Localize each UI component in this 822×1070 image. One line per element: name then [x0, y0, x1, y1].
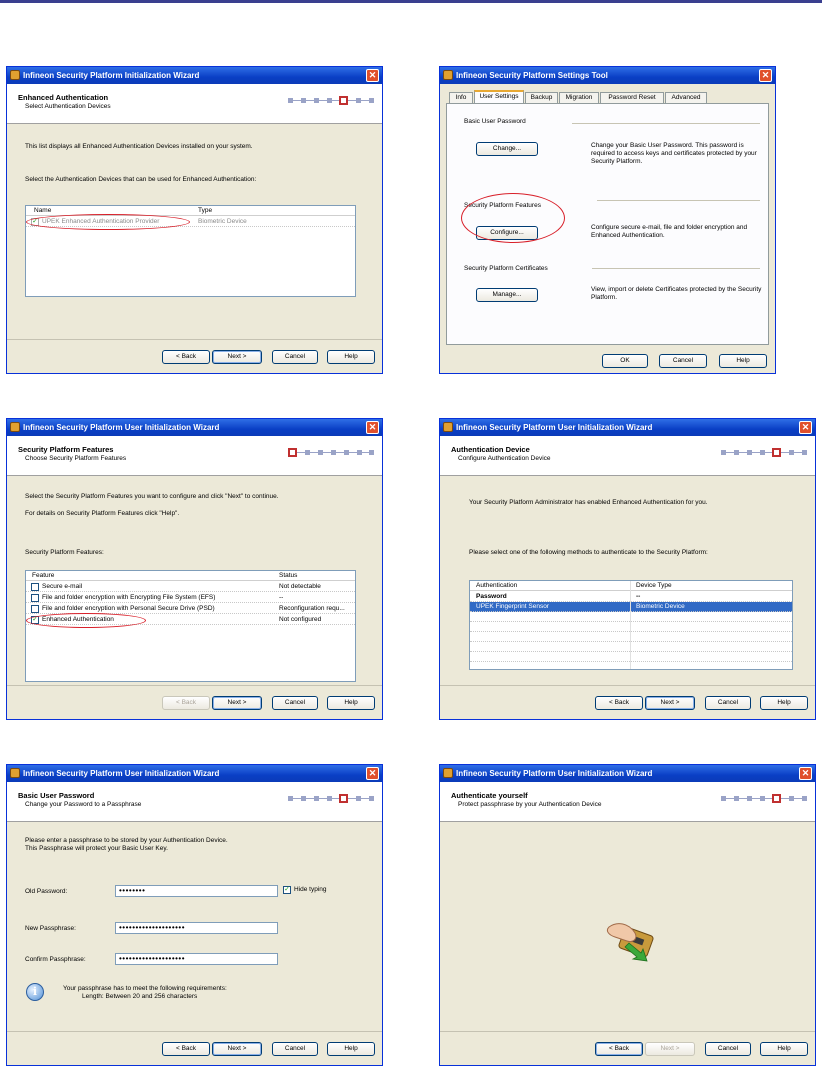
close-button[interactable]: ✕ [799, 421, 812, 434]
new-passphrase-field[interactable]: •••••••••••••••••••• [115, 922, 278, 934]
highlight-circle [26, 613, 146, 628]
empty-row [470, 612, 792, 622]
ok-button[interactable]: OK [602, 354, 648, 368]
tab-advanced[interactable]: Advanced [665, 92, 707, 103]
page-top-rule [0, 0, 822, 3]
next-button[interactable]: Next > [645, 1042, 695, 1056]
features-list[interactable] [25, 570, 356, 682]
list-item[interactable] [470, 592, 792, 602]
wizard-header [440, 436, 815, 476]
cancel-button[interactable]: Cancel [272, 696, 318, 710]
next-button[interactable]: Next > [212, 350, 262, 364]
auth-type: -- [636, 593, 641, 600]
title-bar[interactable] [440, 419, 815, 436]
feature-checkbox[interactable] [31, 583, 39, 591]
tab-user-settings[interactable]: User Settings [474, 90, 524, 104]
passphrase-purpose: This Passphrase will protect your Basic User Key. [25, 845, 168, 852]
next-button[interactable]: Next > [212, 696, 262, 710]
app-icon [443, 422, 453, 432]
wizard-header [7, 84, 382, 124]
empty-row [470, 652, 792, 662]
old-password-label: Old Password: [25, 888, 68, 895]
info-icon: i [26, 983, 44, 1001]
fingerprint-swipe-icon [603, 917, 659, 963]
list-item-selected[interactable] [470, 602, 792, 612]
configure-button[interactable]: Configure... [476, 226, 538, 240]
old-password-field[interactable]: •••••••• [115, 885, 278, 897]
select-method-text: Please select one of the following methods to authenticate to the Security Platform: [469, 549, 708, 556]
col-name: Name [34, 207, 52, 214]
col-type: Type [198, 207, 213, 214]
header-title: Enhanced Authentication [18, 93, 109, 102]
empty-row [470, 632, 792, 642]
auth-type: Biometric Device [636, 603, 685, 610]
button-row [7, 339, 382, 373]
basic-password-wizard-window [6, 764, 383, 1066]
feature-status: Not configured [279, 616, 322, 623]
close-button[interactable]: ✕ [366, 69, 379, 82]
button-row [7, 1031, 382, 1065]
app-icon [10, 70, 20, 80]
configure-description: Configure secure e-mail, file and folder encryption and Enhanced Authentication. [591, 224, 748, 239]
list-item[interactable] [26, 593, 355, 603]
window-title: Infineon Security Platform User Initialization Wizard [456, 769, 653, 778]
feature-status: Reconfiguration requ... [279, 605, 345, 612]
feature-name: File and folder encryption with Personal Secure Drive (PSD) [42, 605, 215, 612]
header-subtitle: Change your Password to a Passphrase [25, 801, 142, 808]
help-button[interactable]: Help [327, 696, 375, 710]
column-divider [630, 581, 631, 670]
tab-migration[interactable]: Migration [559, 92, 599, 103]
section-features-label: Security Platform Features [464, 202, 541, 209]
help-button[interactable]: Help [327, 1042, 375, 1056]
cancel-button[interactable]: Cancel [705, 696, 751, 710]
confirm-passphrase-field[interactable]: •••••••••••••••••••• [115, 953, 278, 965]
instruction-text: Select the Security Platform Features you want to configure and click "Next" to continue. [25, 493, 279, 500]
divider [572, 123, 760, 124]
length-requirement: Length: Between 20 and 256 characters [82, 993, 198, 1000]
back-button[interactable]: < Back [595, 1042, 643, 1056]
title-bar[interactable] [7, 419, 382, 436]
highlight-circle [461, 193, 565, 243]
header-subtitle: Protect passphrase by your Authentication Device [458, 801, 602, 808]
back-button[interactable]: < Back [162, 1042, 210, 1056]
feature-status: Not detectable [279, 583, 321, 590]
back-button[interactable]: < Back [162, 350, 210, 364]
feature-checkbox[interactable] [31, 594, 39, 602]
hide-typing-checkbox[interactable]: ✓ [284, 886, 290, 893]
authenticate-wizard-window [439, 764, 816, 1066]
device-name: UPEK Enhanced Authentication Provider [42, 218, 160, 225]
window-title: Infineon Security Platform Settings Tool [456, 71, 608, 80]
cancel-button[interactable]: Cancel [659, 354, 707, 368]
window-title: Infineon Security Platform Initialization Wizard [23, 71, 200, 80]
help-button[interactable]: Help [719, 354, 767, 368]
settings-tool-window [439, 66, 776, 374]
close-button[interactable]: ✕ [799, 767, 812, 780]
confirm-passphrase-label: Confirm Passphrase: [25, 956, 86, 963]
step-indicator [721, 794, 807, 803]
wizard-body [7, 125, 382, 339]
wizard-body [440, 477, 815, 685]
title-bar[interactable] [440, 765, 815, 782]
section-basic-password-label: Basic User Password [464, 118, 526, 125]
wizard-header [7, 782, 382, 822]
wizard-header [440, 782, 815, 822]
list-header [470, 581, 792, 591]
user-settings-panel [446, 103, 769, 345]
tab-strip [446, 91, 769, 103]
app-icon [10, 422, 20, 432]
close-button[interactable]: ✕ [759, 69, 772, 82]
passphrase-instruction: Please enter a passphrase to be stored by your Authentication Device. [25, 837, 228, 844]
button-row [440, 685, 815, 719]
header-title: Security Platform Features [18, 445, 114, 454]
tab-backup[interactable]: Backup [525, 92, 558, 103]
wizard-body [7, 477, 382, 685]
step-indicator [288, 794, 374, 803]
next-button[interactable]: Next > [212, 1042, 262, 1056]
wizard-body [7, 823, 382, 1031]
feature-checkbox[interactable] [31, 605, 39, 613]
manage-description: View, import or delete Certificates protected by the Security Platform. [591, 286, 762, 301]
header-title: Authentication Device [451, 445, 530, 454]
requirements-text: Your passphrase has to meet the following requirements: [63, 985, 227, 992]
back-button[interactable]: < Back [162, 696, 210, 710]
highlight-circle [26, 214, 190, 230]
help-button[interactable]: Help [760, 696, 808, 710]
empty-row [470, 642, 792, 652]
new-passphrase-label: New Passphrase: [25, 925, 76, 932]
divider [592, 268, 760, 269]
app-icon [10, 768, 20, 778]
header-subtitle: Configure Authentication Device [458, 455, 551, 462]
header-title: Basic User Password [18, 791, 95, 800]
section-certificates-label: Security Platform Certificates [464, 265, 548, 272]
step-indicator [288, 96, 374, 105]
hide-typing-label: Hide typing [294, 886, 327, 893]
intro-text: This list displays all Enhanced Authentication Devices installed on your system. [25, 143, 253, 150]
header-subtitle: Choose Security Platform Features [25, 455, 127, 462]
next-button[interactable]: Next > [645, 696, 695, 710]
feature-name: Secure e-mail [42, 583, 83, 590]
auth-name: UPEK Fingerprint Sensor [476, 603, 549, 610]
admin-notice-text: Your Security Platform Administrator has enabled Enhanced Authentication for you. [469, 499, 708, 506]
help-button[interactable]: Help [760, 1042, 808, 1056]
window-title: Infineon Security Platform User Initialization Wizard [23, 769, 220, 778]
change-description: Change your Basic User Password. This password is required to access keys and certificates protected by your Security Platform. [591, 142, 757, 165]
cancel-button[interactable]: Cancel [272, 350, 318, 364]
features-list-label: Security Platform Features: [25, 549, 104, 556]
title-bar[interactable] [7, 67, 382, 84]
col-device-type: Device Type [636, 582, 672, 589]
step-indicator [721, 448, 807, 457]
window-title: Infineon Security Platform User Initialization Wizard [456, 423, 653, 432]
step-indicator [288, 448, 374, 457]
features-wizard-window [6, 418, 383, 720]
list-header [26, 571, 355, 581]
col-feature: Feature [32, 572, 55, 579]
title-bar[interactable] [7, 765, 382, 782]
auth-method-list[interactable] [469, 580, 793, 670]
button-row [440, 1031, 815, 1065]
close-button[interactable]: ✕ [366, 767, 379, 780]
auth-devices-list[interactable] [25, 205, 356, 297]
window-title: Infineon Security Platform User Initialization Wizard [23, 423, 220, 432]
list-item[interactable] [26, 582, 355, 592]
cancel-button[interactable]: Cancel [272, 1042, 318, 1056]
cancel-button[interactable]: Cancel [705, 1042, 751, 1056]
empty-row [470, 622, 792, 632]
manage-button[interactable]: Manage... [476, 288, 538, 302]
button-row [7, 685, 382, 719]
select-instruction: Select the Authentication Devices that can be used for Enhanced Authentication: [25, 176, 257, 183]
feature-checkbox[interactable]: ✓ [32, 616, 38, 623]
tab-password-reset[interactable]: Password Reset [600, 92, 664, 103]
col-authentication: Authentication [476, 582, 518, 589]
auth-device-wizard-window [439, 418, 816, 720]
header-subtitle: Select Authentication Devices [25, 103, 111, 110]
tab-info[interactable]: Info [449, 92, 473, 103]
col-status: Status [279, 572, 298, 579]
divider [597, 200, 760, 201]
feature-status: -- [279, 594, 284, 601]
enhanced-auth-wizard-window [6, 66, 383, 374]
app-icon [443, 768, 453, 778]
feature-name: File and folder encryption with Encrypting File System (EFS) [42, 594, 216, 601]
change-button[interactable]: Change... [476, 142, 538, 156]
device-checkbox[interactable]: ✓ [32, 218, 38, 225]
help-hint-text: For details on Security Platform Features click "Help". [25, 510, 180, 517]
header-title: Authenticate yourself [451, 791, 528, 800]
wizard-header [7, 436, 382, 476]
app-icon [443, 70, 453, 80]
device-type: Biometric Device [198, 218, 247, 225]
auth-name: Password [476, 593, 507, 600]
help-button[interactable]: Help [327, 350, 375, 364]
title-bar[interactable] [440, 67, 775, 84]
close-button[interactable]: ✕ [366, 421, 379, 434]
wizard-body [440, 823, 815, 1031]
back-button[interactable]: < Back [595, 696, 643, 710]
feature-name: Enhanced Authentication [42, 616, 114, 623]
